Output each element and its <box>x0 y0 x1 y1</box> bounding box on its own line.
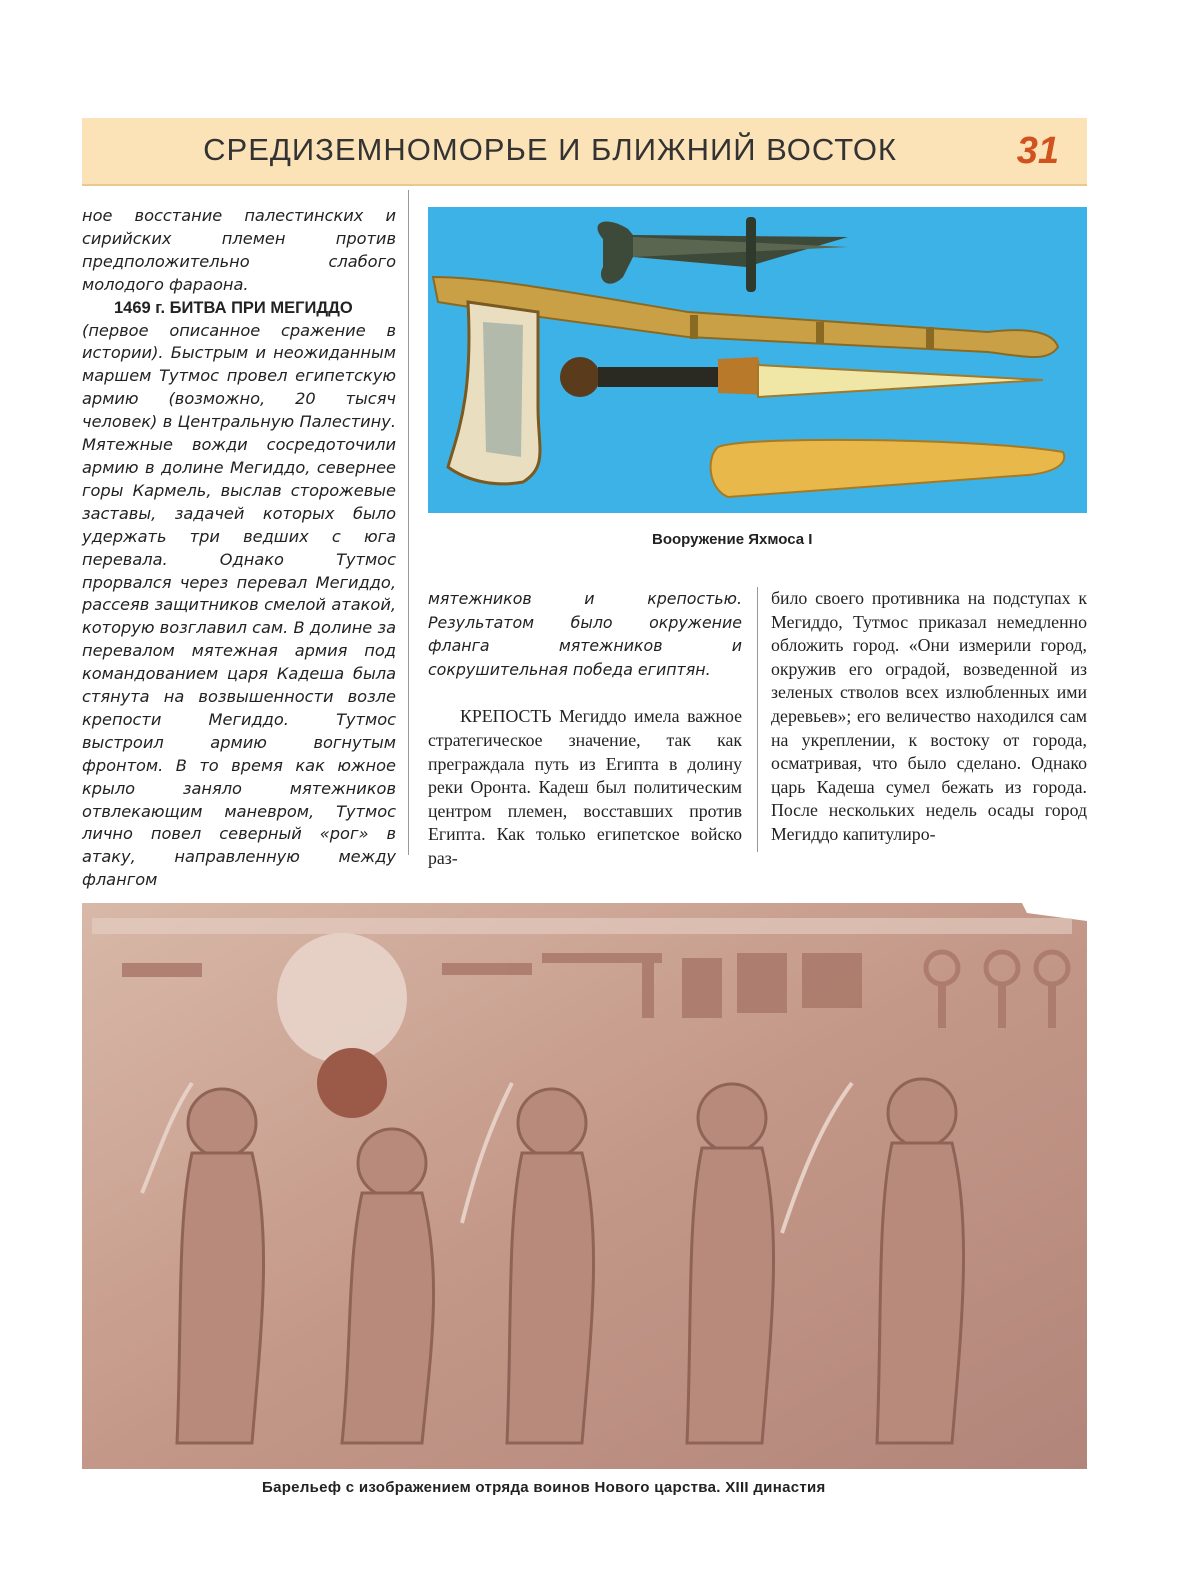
battle-heading: 1469 г. БИТВА ПРИ МЕГИДДО <box>114 298 353 317</box>
section-title: СРЕДИЗЕМНОМОРЬЕ И БЛИЖНИЙ ВОСТОК <box>203 132 897 167</box>
page-number: 31 <box>1016 130 1059 172</box>
right-paragraph: било своего противника на подступах к Мегиддо, Тутмос приказал немедленно обложить город. «Они измерили город, окружив его оградой, возведенной из зеленых стволов всех излюбленных ими деревьев»; его величество находился сам на укреплении, к востоку от города, осматривая, что было сделано. Однако царь Кадеша сумел бежать из города. После нескольких недель осады город Мегиддо капитулиро- <box>771 588 1087 844</box>
column-divider <box>408 190 409 855</box>
left-body-paragraph: (первое описанное сражение в истории). Быстрым и неожиданным маршем Тутмос провел египетскую армию (возможно, 20 тысяч человек) в Центральную Палестину. Мятежные вожди сосредоточили армию в долине Мегиддо, севернее горы Кармель, выслав сторожевые заставы, задачей которых было удержать три ведших с юга перевала. Однако Тутмос прорвался через перевал Мегиддо, рассеяв защитников смелой атакой, которую возглавил сам. В долине за перевалом мятежная армия под командованием царя Кадеша была стянута на возвышенности возле крепости Мегиддо. Тутмос выстроил армию вогнутым фронтом. В то время как южное крыло заняло мятежников отвлекающим маневром, Тутмос лично повел северный «рог» в атаку, направленную между флангом <box>82 320 396 890</box>
fortress-paragraph: КРЕПОСТЬ Мегиддо имела важное стратегическое значение, так как преграждала путь из Египта в долину реки Оронта. Кадеш был политическим центром племен, восставших против Египта. Как только египетское войско раз- <box>428 706 742 868</box>
relief-photo <box>82 903 1087 1469</box>
page-header <box>82 118 1087 186</box>
column-divider <box>757 587 758 852</box>
middle-text-column <box>428 587 742 871</box>
weapons-caption: Вооружение Яхмоса I <box>652 531 813 548</box>
left-text-column <box>82 205 396 892</box>
relief-caption: Барельеф с изображением отряда воинов Нового царства. XIII династия <box>262 1479 826 1496</box>
weapons-photo <box>428 207 1087 513</box>
middle-italic-paragraph: мятежников и крепостью. Результатом было окружение фланга мятежников и сокрушительная победа египтян. <box>428 589 742 679</box>
left-intro-paragraph: ное восстание палестинских и сирийских племен против предположительно слабого молодого фараона. <box>82 206 396 294</box>
right-text-column <box>771 587 1087 847</box>
